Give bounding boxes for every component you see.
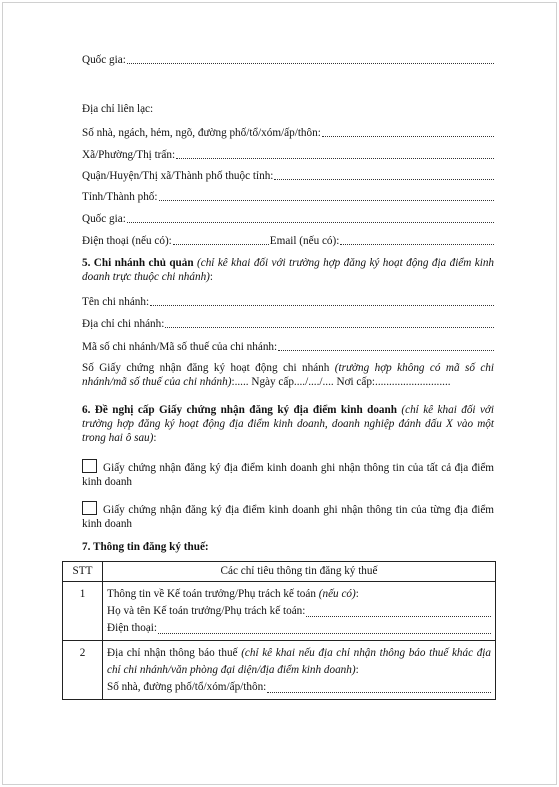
table-header-row (63, 562, 496, 582)
field-label: Quận/Huyện/Thị xã/Thành phố thuộc tỉnh: (82, 170, 274, 182)
field-label: Số nhà, ngách, hẻm, ngõ, đường phố/tổ/xóm/ấp/thôn: (82, 127, 321, 139)
cert-note: (trường hợp không có mã số chi nhánh/mã số thuế của chi nhánh) (82, 362, 494, 388)
field-province (82, 189, 494, 204)
row-title: Thông tin về Kế toán trưởng/Phụ trách kế toán (107, 588, 316, 600)
punct: : (355, 664, 359, 676)
punct: : (355, 588, 359, 600)
dotted-fill[interactable] (165, 327, 494, 328)
checkbox-all-locations[interactable] (82, 459, 97, 473)
field-branch-address (82, 316, 494, 331)
cert-tail: :..... Ngày cấp..../..../.... Nơi cấp:........................... (231, 376, 451, 388)
dotted-fill[interactable] (340, 244, 494, 245)
row-note: (nếu có) (318, 588, 356, 600)
option-1-text: Giấy chứng nhận đăng ký địa điểm kinh doanh ghi nhận thông tin của tất cả địa điểm kinh doanh (82, 462, 494, 488)
option-all-locations (62, 459, 494, 489)
dotted-fill[interactable] (278, 350, 494, 351)
tax-notice-title (107, 645, 491, 679)
dotted-fill[interactable] (267, 692, 491, 693)
cert-text: Số Giấy chứng nhận đăng ký hoạt động chi nhánh (82, 362, 330, 374)
row-content (103, 641, 496, 700)
field-phone-email (82, 233, 494, 248)
field-branch-name (82, 294, 494, 309)
field-ward (82, 147, 494, 162)
punct: : (153, 432, 157, 444)
field-label: Điện thoại: (107, 622, 158, 634)
dotted-fill[interactable] (159, 200, 494, 201)
dotted-fill[interactable] (127, 63, 494, 64)
table-row (63, 582, 496, 641)
tax-info-table (62, 561, 496, 700)
dotted-fill[interactable] (274, 179, 494, 180)
option-each-location (62, 501, 494, 531)
section-5-title: 5. Chi nhánh chủ quản (82, 257, 194, 269)
phone-label: Điện thoại (nếu có): (82, 235, 172, 247)
dotted-fill[interactable] (306, 616, 491, 617)
dotted-fill[interactable] (127, 222, 494, 223)
field-district (82, 168, 494, 183)
field-label: Địa chỉ liên lạc: (82, 103, 154, 115)
option-2-text: Giấy chứng nhận đăng ký địa điểm kinh doanh ghi nhận thông tin của từng địa điểm kinh doanh (82, 504, 494, 530)
field-label: Quốc gia: (82, 213, 126, 225)
dotted-fill[interactable] (173, 244, 269, 245)
section-5-note: (chỉ kê khai đối với trường hợp đăng ký hoạt động địa điểm kinh doanh trực thuộc chi nhánh) (82, 257, 495, 283)
section-5-heading (62, 256, 494, 284)
field-label: Quốc gia: (82, 54, 126, 66)
field-branch-tax-code (82, 339, 494, 354)
field-label: Tên chi nhánh: (82, 296, 150, 308)
section-7-heading (62, 540, 494, 554)
checkbox-each-location[interactable] (82, 501, 97, 515)
section-6-heading (62, 403, 494, 445)
email-label: Email (nếu có): (269, 235, 340, 247)
tax-notice-street-field (107, 679, 491, 696)
accountant-title (107, 586, 491, 603)
header-stt: STT (63, 562, 103, 582)
field-country-2 (82, 211, 494, 226)
field-street (82, 125, 494, 140)
branch-cert-field (62, 361, 494, 389)
field-label: Họ và tên Kế toán trưởng/Phụ trách kế toán: (107, 605, 306, 617)
dotted-fill[interactable] (150, 305, 494, 306)
field-label: Tỉnh/Thành phố: (82, 191, 158, 203)
punct: : (209, 271, 214, 283)
dotted-fill[interactable] (322, 136, 494, 137)
section-7-title: 7. Thông tin đăng ký thuế: (82, 541, 209, 553)
table-row (63, 641, 496, 700)
field-label: Số nhà, đường phố/tổ/xóm/ấp/thôn: (107, 681, 267, 693)
field-label: Xã/Phường/Thị trấn: (82, 149, 176, 161)
row-stt: 1 (63, 582, 103, 641)
field-label: Địa chỉ chi nhánh: (82, 318, 165, 330)
row-note: (chỉ kê khai nếu địa chỉ nhận thông báo thuế khác địa chỉ chi nhánh/văn phòng đại diện/địa điểm kinh doanh) (107, 647, 491, 676)
section-6-note: (chỉ kê khai đối với trường hợp đăng ký hoạt động địa điểm kinh doanh, doanh nghiệp đánh dấu X vào một trong hai ô sau) (82, 404, 494, 444)
section-6-title: 6. Đề nghị cấp Giấy chứng nhận đăng ký địa điểm kinh doanh (82, 404, 397, 416)
field-label: Mã số chi nhánh/Mã số thuế của chi nhánh: (82, 341, 278, 353)
field-contact-address (82, 101, 494, 116)
row-content (103, 582, 496, 641)
header-items: Các chỉ tiêu thông tin đăng ký thuế (103, 562, 496, 582)
row-stt: 2 (63, 641, 103, 700)
field-country (82, 52, 494, 67)
row-title: Địa chỉ nhận thông báo thuế (107, 647, 238, 659)
dotted-fill[interactable] (176, 158, 494, 159)
dotted-fill[interactable] (158, 633, 491, 634)
accountant-phone-field (107, 620, 491, 637)
accountant-name-field (107, 603, 491, 620)
